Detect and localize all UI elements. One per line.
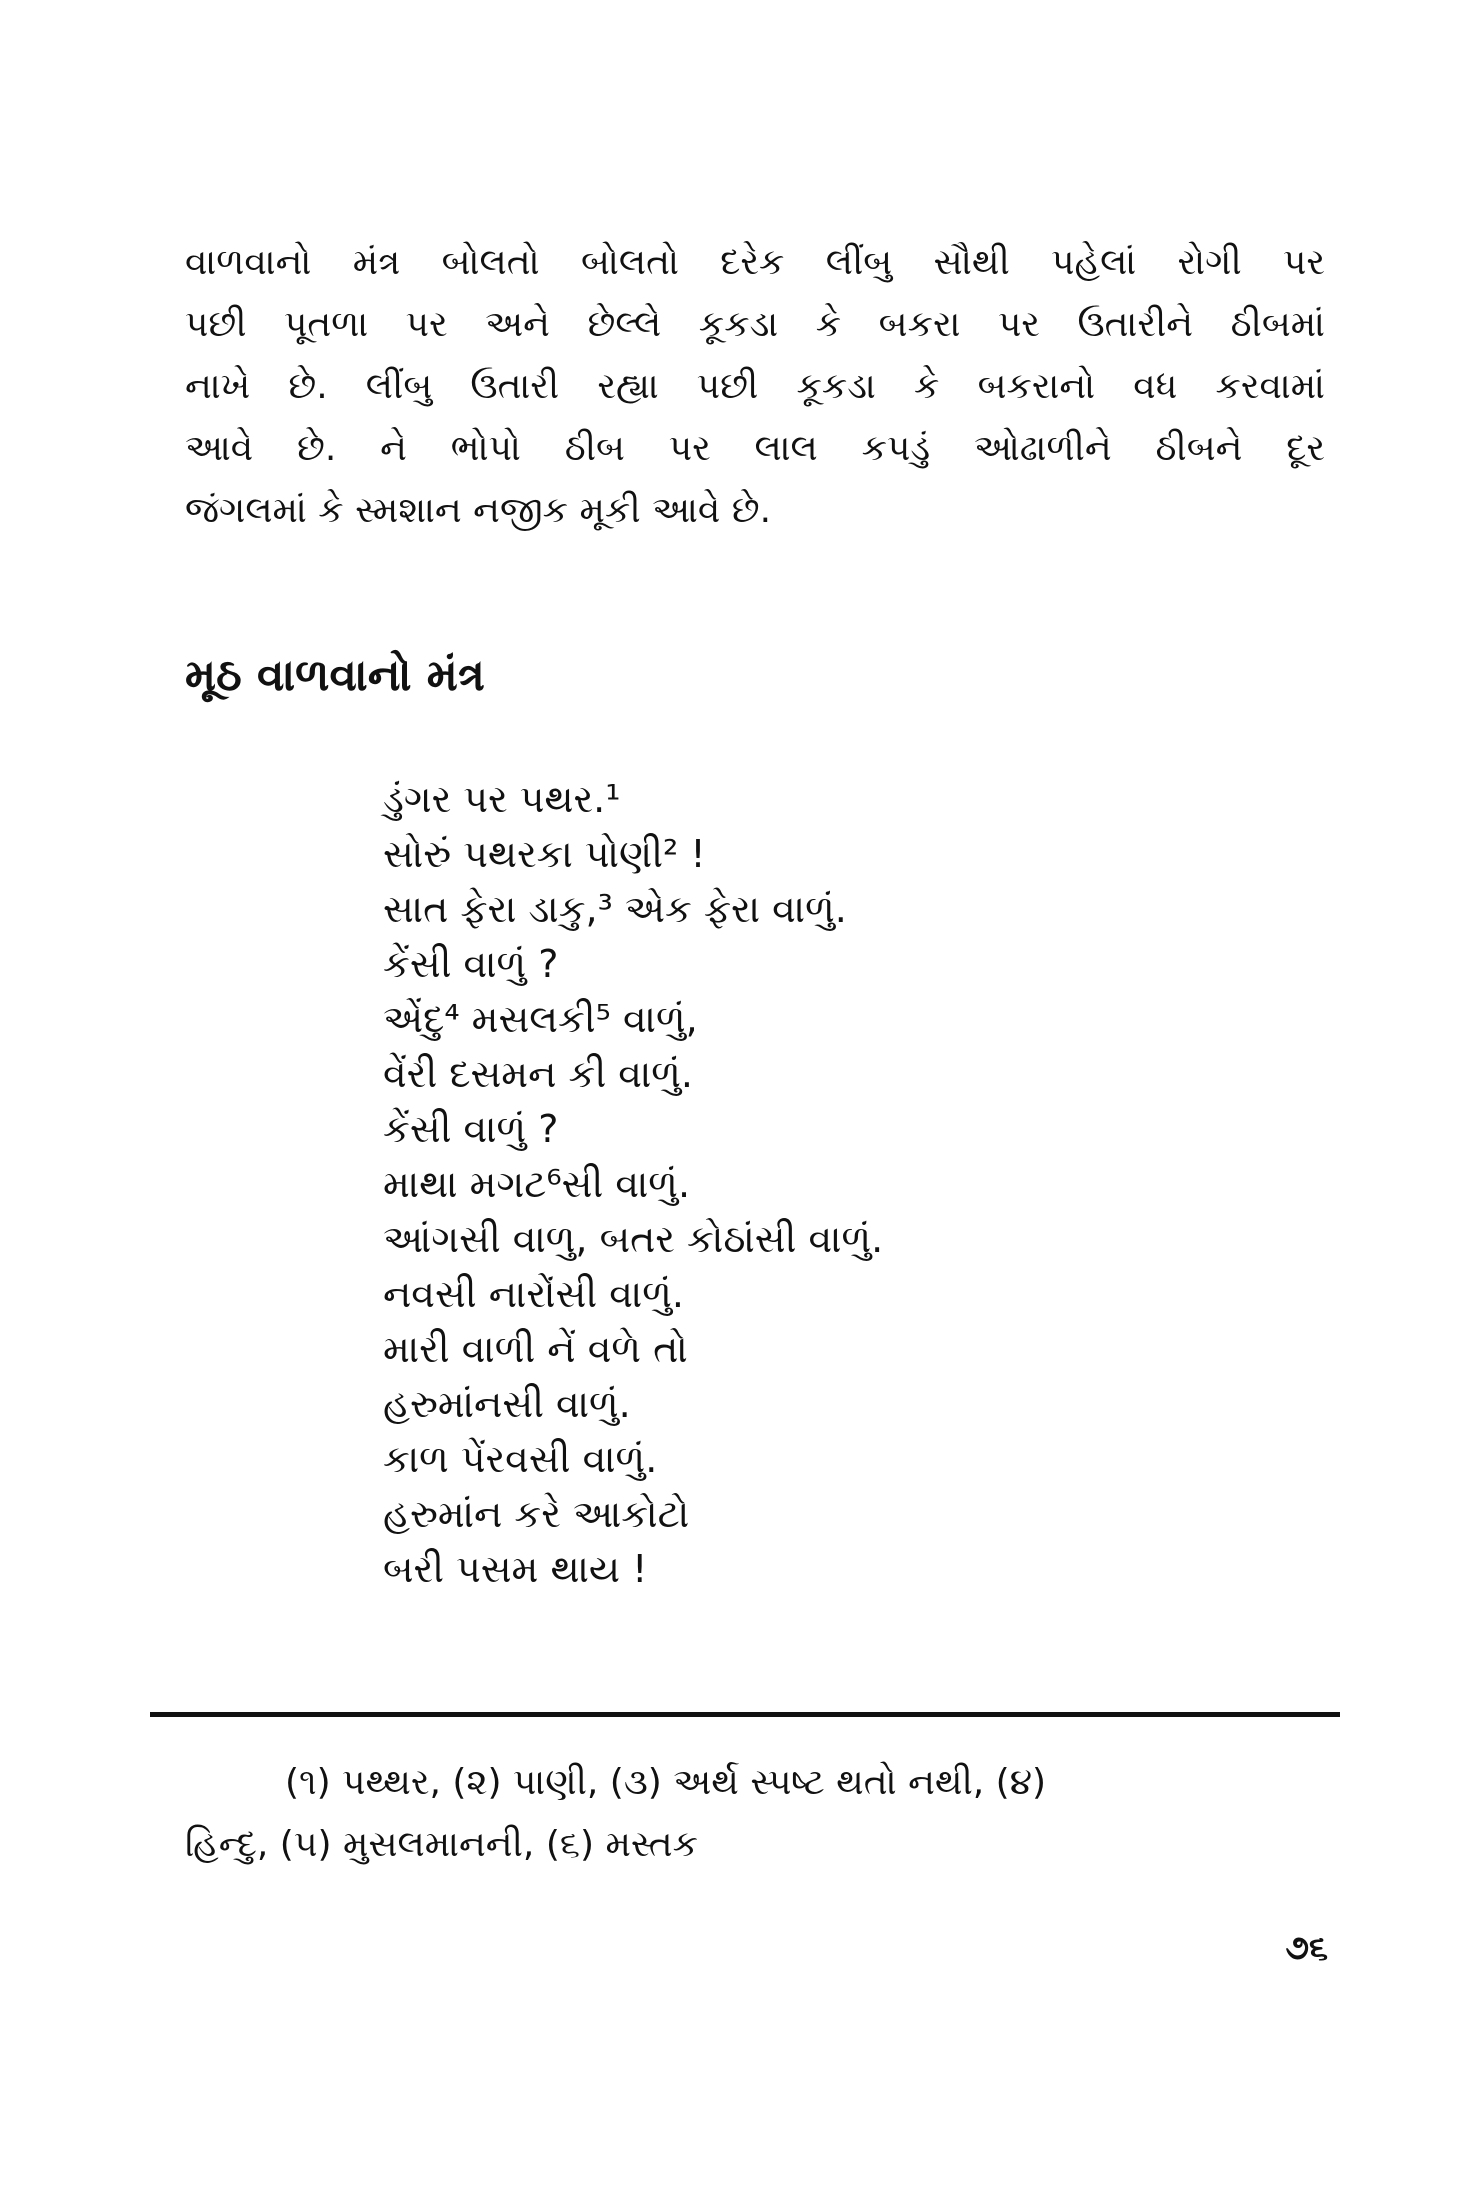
verse-line: મારી વાળી નેં વળે તો [383, 1327, 688, 1371]
verse-line: ડુંગર પર પથર.¹ [383, 777, 621, 821]
verse-line: આંગસી વાળુ, બતર કોઠાંસી વાળું. [383, 1217, 884, 1261]
footnote-divider [150, 1712, 1340, 1717]
verse-line: બરી પસમ થાય ! [383, 1547, 648, 1591]
verse-line: હરુમાંન કરે આકોટો [383, 1492, 690, 1536]
prose-line: પછી પૂતળા પર અને છેલ્લે કૂકડા કે બકરા પર ઉતારીને ઠીબમાં [185, 304, 1325, 345]
verse-line: માથા મગટ⁶સી વાળું. [383, 1162, 691, 1206]
verse-line: એંદુ⁴ મસલકી⁵ વાળું, [383, 997, 698, 1041]
verse-line: સાત ફેરા ડાકુ,³ એક ફેરા વાળું. [383, 887, 847, 931]
verse-line: કાળ પેંરવસી વાળું. [383, 1437, 658, 1481]
verse-line: કેંસી વાળું ? [383, 942, 559, 986]
prose-line: આવે છે. ને ભોપો ઠીબ પર લાલ કપડું ઓઢાળીને ઠીબને દૂર [185, 428, 1325, 469]
prose-line: વાળવાનો મંત્ર બોલતો બોલતો દરેક લીંબુ સૌથી પહેલાં રોગી પર [185, 242, 1325, 283]
verse-block [383, 772, 1283, 1597]
verse-line: હરુમાંનસી વાળું. [383, 1382, 631, 1426]
footnotes [185, 1752, 1325, 1876]
page-number: ૭૬ [1285, 1928, 1328, 1968]
verse-line: કેંસી વાળું ? [383, 1107, 559, 1151]
verse-line: નવસી નારોંસી વાળું. [383, 1272, 684, 1316]
verse-line: સોરું પથરકા પોણી² ! [383, 832, 706, 876]
prose-line: જંગલમાં કે સ્મશાન નજીક મૂકી આવે છે. [185, 490, 772, 531]
prose-paragraph [185, 232, 1325, 542]
footnote-line: હિન્દુ, (૫) મુસલમાનની, (૬) મસ્તક [185, 1824, 699, 1865]
prose-line: નાખે છે. લીંબુ ઉતારી રહ્યા પછી કૂકડા કે બકરાનો વધ કરવામાં [185, 366, 1325, 407]
verse-line: વેંરી દસમન કી વાળું. [383, 1052, 693, 1096]
section-heading: મૂઠ વાળવાનો મંત્ર [185, 650, 485, 701]
footnote-line: (૧) પથ્થર, (૨) પાણી, (૩) અર્થ સ્પષ્ટ થતો નથી, (૪) [285, 1762, 1047, 1803]
